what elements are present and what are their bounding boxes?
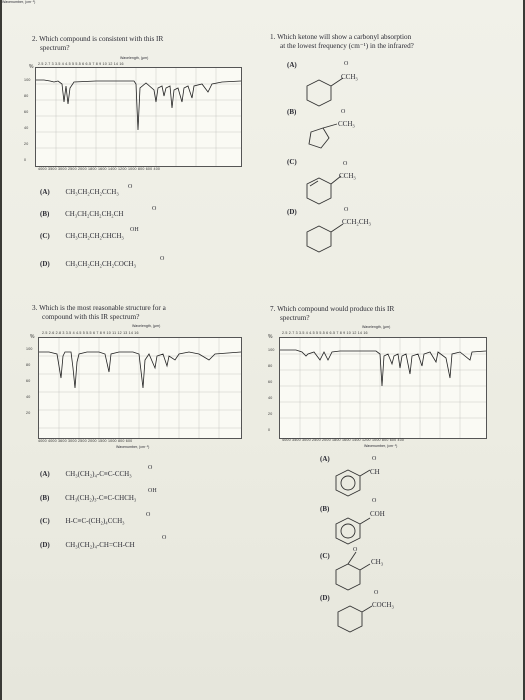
functional-group: CH: [370, 468, 380, 476]
carbonyl-oxygen: O: [341, 109, 346, 115]
question-text: Which compound is consistent with this IR: [39, 35, 164, 43]
question-text: spectrum?: [280, 314, 310, 322]
question-text: spectrum?: [40, 44, 70, 52]
choice-label: (B): [40, 494, 50, 502]
choice-q3-a[interactable]: [40, 465, 153, 478]
cyclohexane-ring: [338, 606, 362, 632]
y-tick: 40: [268, 396, 273, 400]
y-tick: 60: [268, 380, 273, 384]
acyl-group: CCH₃: [338, 120, 355, 128]
carbonyl-oxygen: O: [148, 465, 153, 471]
question-number: 3.: [32, 304, 38, 312]
choice-q3-d[interactable]: [40, 535, 167, 549]
carbonyl-oxygen: O: [162, 535, 167, 541]
choice-label: (A): [287, 61, 297, 69]
choice-label: (C): [287, 158, 297, 166]
ester-group: COCH₃: [372, 601, 394, 609]
y-tick: 100: [26, 347, 33, 351]
question-text: Which is the most reasonable structure for a: [39, 304, 166, 312]
carbonyl-oxygen: O: [344, 207, 349, 213]
benzene-ring: [336, 470, 360, 496]
formula: H-C≡C-(CH₂)₄CCH₃: [65, 517, 125, 525]
percent-sign: %: [30, 334, 35, 340]
spectrum-plot: [39, 338, 241, 438]
question-number: 7.: [270, 305, 276, 313]
acyl-group: CCH₃: [339, 172, 356, 180]
choice-label: (A): [40, 470, 50, 478]
spectrum-wavelength-ticks: 2.5 2.7 3 3.5 4 4.5 5 5.5 6 6.5 7 8 9 10 12 14 16: [282, 331, 368, 335]
choice-q2-c[interactable]: [40, 227, 139, 240]
choice-q2-d[interactable]: [40, 256, 165, 268]
y-tick: 80: [24, 94, 29, 98]
cyclohexane-ring: [307, 80, 331, 106]
formula: CH₃(CH₂)₄-C≡C-CCH₃: [65, 470, 132, 478]
spectrum-wavenumber-label: Wavenumber, (cm⁻¹): [2, 0, 36, 4]
acyl-group: CCH₂CH₃: [342, 218, 371, 226]
question-text: compound with this IR spectrum?: [42, 313, 140, 321]
cyclohexane-ring: [336, 564, 360, 590]
aromatic-circle: [341, 524, 355, 538]
choice-label: (B): [40, 210, 50, 218]
y-tick: 40: [26, 395, 31, 399]
question-text: Which ketone will show a carbonyl absorption: [277, 33, 412, 41]
spectrum-plot: [36, 68, 241, 166]
choice-label: (C): [40, 232, 50, 240]
choice-q3-c[interactable]: [40, 512, 151, 525]
methyl-group: CH₃: [371, 558, 384, 566]
percent-sign: %: [268, 334, 273, 340]
question-1-prompt: [270, 33, 414, 51]
cyclohexene-ring: [307, 178, 331, 204]
spectrum-wavelength-label: Wavelength, (μm): [362, 325, 391, 329]
spectrum-plot: [280, 338, 486, 438]
ir-spectrum-q2: [35, 67, 242, 167]
y-tick: 60: [24, 110, 29, 114]
formula: CH₃CH₂CH₂CH₂CH: [65, 210, 124, 218]
choice-label: (C): [320, 552, 330, 560]
carbonyl-oxygen: O: [343, 161, 348, 167]
spectrum-wavelength-ticks: 2.5 2.7 3 3.5 4 4.5 5 5.5 6 6.5 7 8 9 10 12 14 16: [38, 62, 124, 66]
y-axis-ticks: [24, 72, 31, 168]
benzene-ring: [336, 518, 360, 544]
question-text: Which compound would produce this IR: [277, 305, 395, 313]
spectrum-wavenumber-ticks: 4000 4000 3600 3000 2500 2000 1500 1000 800 600: [38, 439, 133, 443]
question-2-prompt: [32, 35, 163, 53]
spectrum-wavelength-ticks: 2.5 2.6 2.8 3 3.5 4 4.5 5 5.5 6 7 8 9 10 11 12 13 14 16: [42, 331, 139, 335]
y-tick: 0: [24, 158, 27, 162]
formula: CH₃(CH₂)₃-C≡C-CHCH₃: [65, 494, 137, 502]
carbonyl-oxygen: O: [374, 590, 379, 596]
hydroxyl-group: OH: [130, 227, 139, 233]
question-7-prompt: [270, 305, 394, 323]
carbonyl-oxygen: O: [372, 456, 377, 462]
choice-label: (D): [40, 541, 50, 549]
carbonyl-oxygen: O: [160, 256, 165, 262]
hydroxyl-group: OH: [148, 488, 157, 494]
choice-q2-a[interactable]: [40, 184, 133, 196]
formula: CH₃CH₂CH₂CHCH₃: [65, 232, 124, 240]
carbonyl-oxygen: O: [344, 61, 349, 67]
spectrum-wavenumber-ticks: 4000 3500 3000 2500 2000 1800 1600 1400 1200 1000 800 600 400: [282, 438, 405, 442]
formula: CH₃CH₂CH₂CH₂COCH₃: [65, 260, 137, 268]
question-text: at the lowest frequency (cm⁻¹) in the infrared?: [280, 42, 414, 50]
question-number: 2.: [32, 35, 38, 43]
worksheet-page: [2, 0, 523, 700]
y-axis-ticks: [26, 341, 33, 421]
choice-label: (D): [40, 260, 50, 268]
ir-spectrum-q3: [38, 337, 242, 439]
carbonyl-oxygen: O: [372, 498, 377, 504]
y-tick: 60: [26, 379, 31, 383]
spectrum-wavelength-label: Wavelength, (μm): [120, 56, 149, 60]
carbonyl-oxygen: O: [128, 184, 133, 190]
choice-label: (C): [40, 517, 50, 525]
spectrum-wavenumber-label: Wavenumber, (cm⁻¹): [364, 444, 398, 448]
ir-spectrum-q7: [279, 337, 487, 439]
y-tick: 0: [268, 428, 271, 432]
choice-label: (A): [320, 455, 330, 463]
spectrum-wavelength-label: Wavelength, (μm): [132, 324, 161, 328]
y-tick: 80: [268, 364, 273, 368]
aldehyde-oxygen: O: [353, 547, 358, 553]
carbonyl-oxygen: O: [152, 206, 157, 212]
question-number: 1.: [270, 33, 276, 41]
percent-sign: %: [29, 64, 34, 70]
y-axis-ticks: [268, 342, 275, 438]
y-tick: 20: [268, 412, 273, 416]
choice-q2-b[interactable]: [40, 206, 157, 218]
acyl-group: CCH₃: [341, 73, 358, 81]
choice-label: (B): [320, 505, 330, 513]
y-tick: 100: [268, 348, 275, 352]
cyclohexane-ring: [307, 226, 331, 252]
aromatic-circle: [341, 476, 355, 490]
y-tick: 80: [26, 363, 31, 367]
y-tick: 100: [24, 78, 31, 82]
carbonyl-oxygen: O: [146, 512, 151, 518]
formula: CH₃CH₂CH₂CCH₃: [65, 188, 119, 196]
functional-group: COH: [370, 510, 385, 518]
cyclopentane-ring: [309, 128, 329, 148]
y-tick: 20: [26, 411, 31, 415]
choice-q3-b[interactable]: [40, 488, 157, 502]
spectrum-wavenumber-label: Wavenumber, (cm⁻¹): [116, 445, 150, 449]
choice-label: (D): [287, 208, 297, 216]
choice-label: (B): [287, 108, 297, 116]
choice-label: (D): [320, 594, 330, 602]
choice-label: (A): [40, 188, 50, 196]
formula: CH₃(CH₂)₄-CH=CH-CH: [65, 541, 135, 549]
y-tick: 40: [24, 126, 29, 130]
question-3-prompt: [32, 304, 166, 322]
choice-q7-b-structure[interactable]: [322, 512, 422, 562]
y-tick: 20: [24, 142, 29, 146]
spectrum-wavenumber-ticks: 4000 3500 3000 2500 2000 1800 1600 1400 1200 1000 800 600 400: [38, 167, 161, 171]
